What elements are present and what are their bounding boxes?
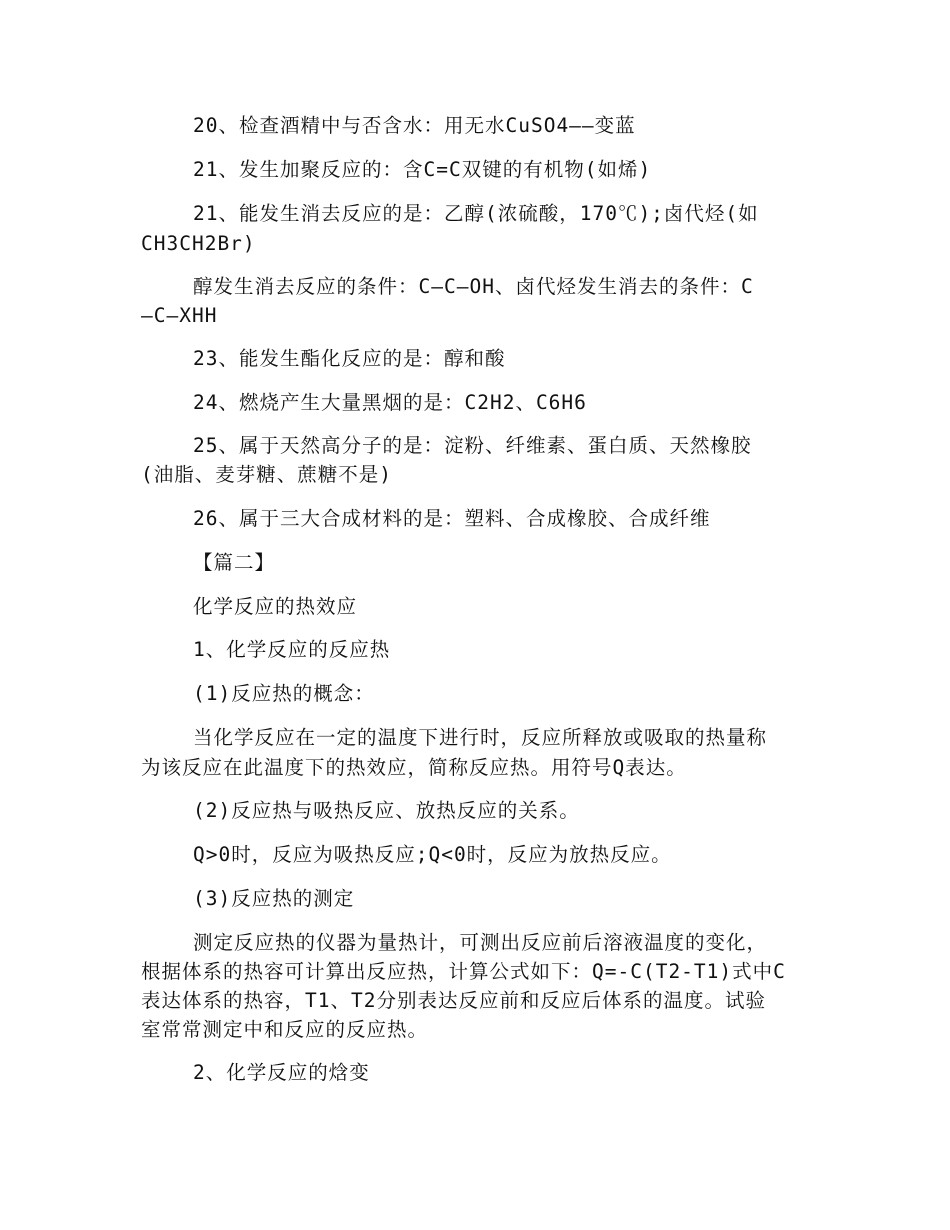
text-line: Q>0时，反应为吸热反应;Q<0时，反应为放热反应。 xyxy=(193,843,672,866)
text-line: 测定反应热的仪器为量热计，可测出反应前后溶液温度的变化， xyxy=(193,931,768,954)
text-line: 21、能发生消去反应的是：乙醇(浓硫酸，170℃);卤代烃(如 xyxy=(193,202,759,225)
text-line: 表达体系的热容，T1、T2分别表达反应前和反应后体系的温度。试验 xyxy=(141,989,766,1012)
text-line: (1)反应热的概念： xyxy=(193,682,375,705)
text-line: 20、检查酒精中与否含水：用无水CuSO4——变蓝 xyxy=(193,114,636,137)
text-line: 2、化学反应的焓变 xyxy=(193,1061,370,1084)
text-line: (3)反应热的测定 xyxy=(193,887,355,910)
text-line: CH3CH2Br) xyxy=(141,232,256,255)
text-line: 当化学反应在一定的温度下进行时，反应所释放或吸取的热量称 xyxy=(193,726,768,749)
text-line: 25、属于天然高分子的是：淀粉、纤维素、蛋白质、天然橡胶 xyxy=(193,434,752,457)
text-line: 21、发生加聚反应的：含C=C双键的有机物(如烯) xyxy=(193,158,652,181)
section-title: 化学反应的热效应 xyxy=(193,595,358,618)
text-line: 24、燃烧产生大量黑烟的是：C2H2、C6H6 xyxy=(193,391,587,414)
text-line: 26、属于三大合成材料的是：塑料、合成橡胶、合成纤维 xyxy=(193,507,711,530)
section-heading: 【篇二】 xyxy=(193,551,276,574)
text-line: —C—XHH xyxy=(141,304,218,327)
text-line: 23、能发生酯化反应的是：醇和酸 xyxy=(193,347,506,370)
text-line: 为该反应在此温度下的热效应，简称反应热。用符号Q表达。 xyxy=(141,756,687,779)
text-line: 1、化学反应的反应热 xyxy=(193,638,391,661)
text-line: 室常常测定中和反应的反应热。 xyxy=(141,1018,429,1041)
text-line: 根据体系的热容可计算出反应热，计算公式如下：Q=-C(T2-T1)式中C xyxy=(141,960,786,983)
text-line: 醇发生消去反应的条件：C—C—OH、卤代烃发生消去的条件：C xyxy=(193,275,754,298)
text-line: (2)反应热与吸热反应、放热反应的关系。 xyxy=(193,799,580,822)
text-line: (油脂、麦芽糖、蔗糖不是) xyxy=(141,463,392,486)
